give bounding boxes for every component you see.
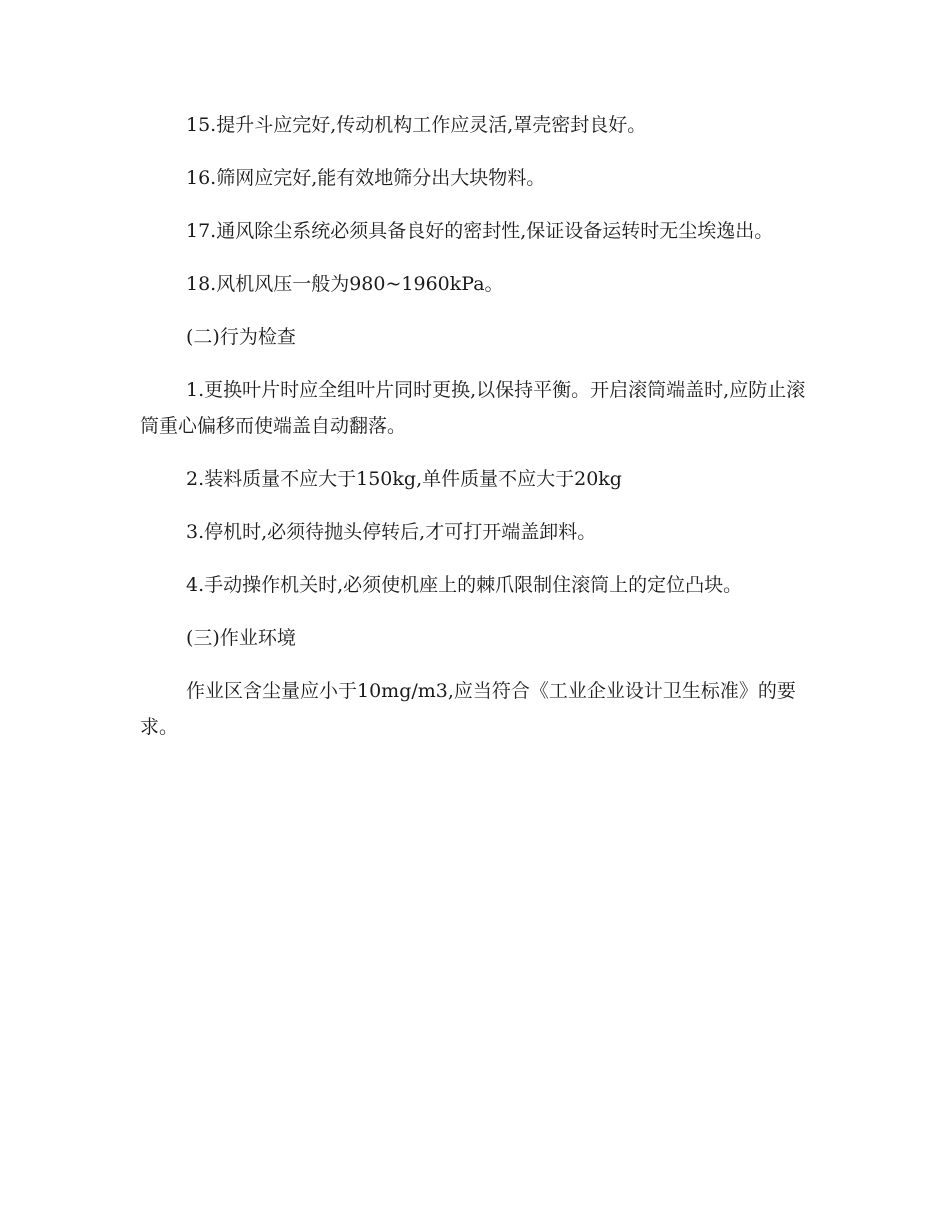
paragraph-item-2: 2.装料质量不应大于150kg,单件质量不应大于20kg [186,468,622,490]
paragraph-work-environment: 作业区含尘量应小于10mg/m3,应当符合《工业企业设计卫生标准》的要求。 [140,680,796,738]
paragraph-item-1: 1.更换叶片时应全组叶片同时更换,以保持平衡。开启滚筒端盖时,应防止滚筒重心偏移而使端盖自动翻落。 [140,379,806,437]
section-heading-behavior-check: (二)行为检查 [186,326,296,348]
paragraph-item-18: 18.风机风压一般为980~1960kPa。 [186,273,504,295]
section-heading-work-environment: (三)作业环境 [186,627,296,649]
paragraph-item-3: 3.停机时,必须待抛头停转后,才可打开端盖卸料。 [186,521,597,543]
document-body [140,107,810,762]
paragraph-item-15: 15.提升斗应完好,传动机构工作应灵活,罩壳密封良好。 [186,114,647,136]
paragraph-item-17: 17.通风除尘系统必须具备良好的密封性,保证设备运转时无尘埃逸出。 [186,220,774,242]
paragraph-item-4: 4.手动操作机关时,必须使机座上的棘爪限制住滚筒上的定位凸块。 [186,574,743,596]
paragraph-item-16: 16.筛网应完好,能有效地筛分出大块物料。 [186,167,546,189]
